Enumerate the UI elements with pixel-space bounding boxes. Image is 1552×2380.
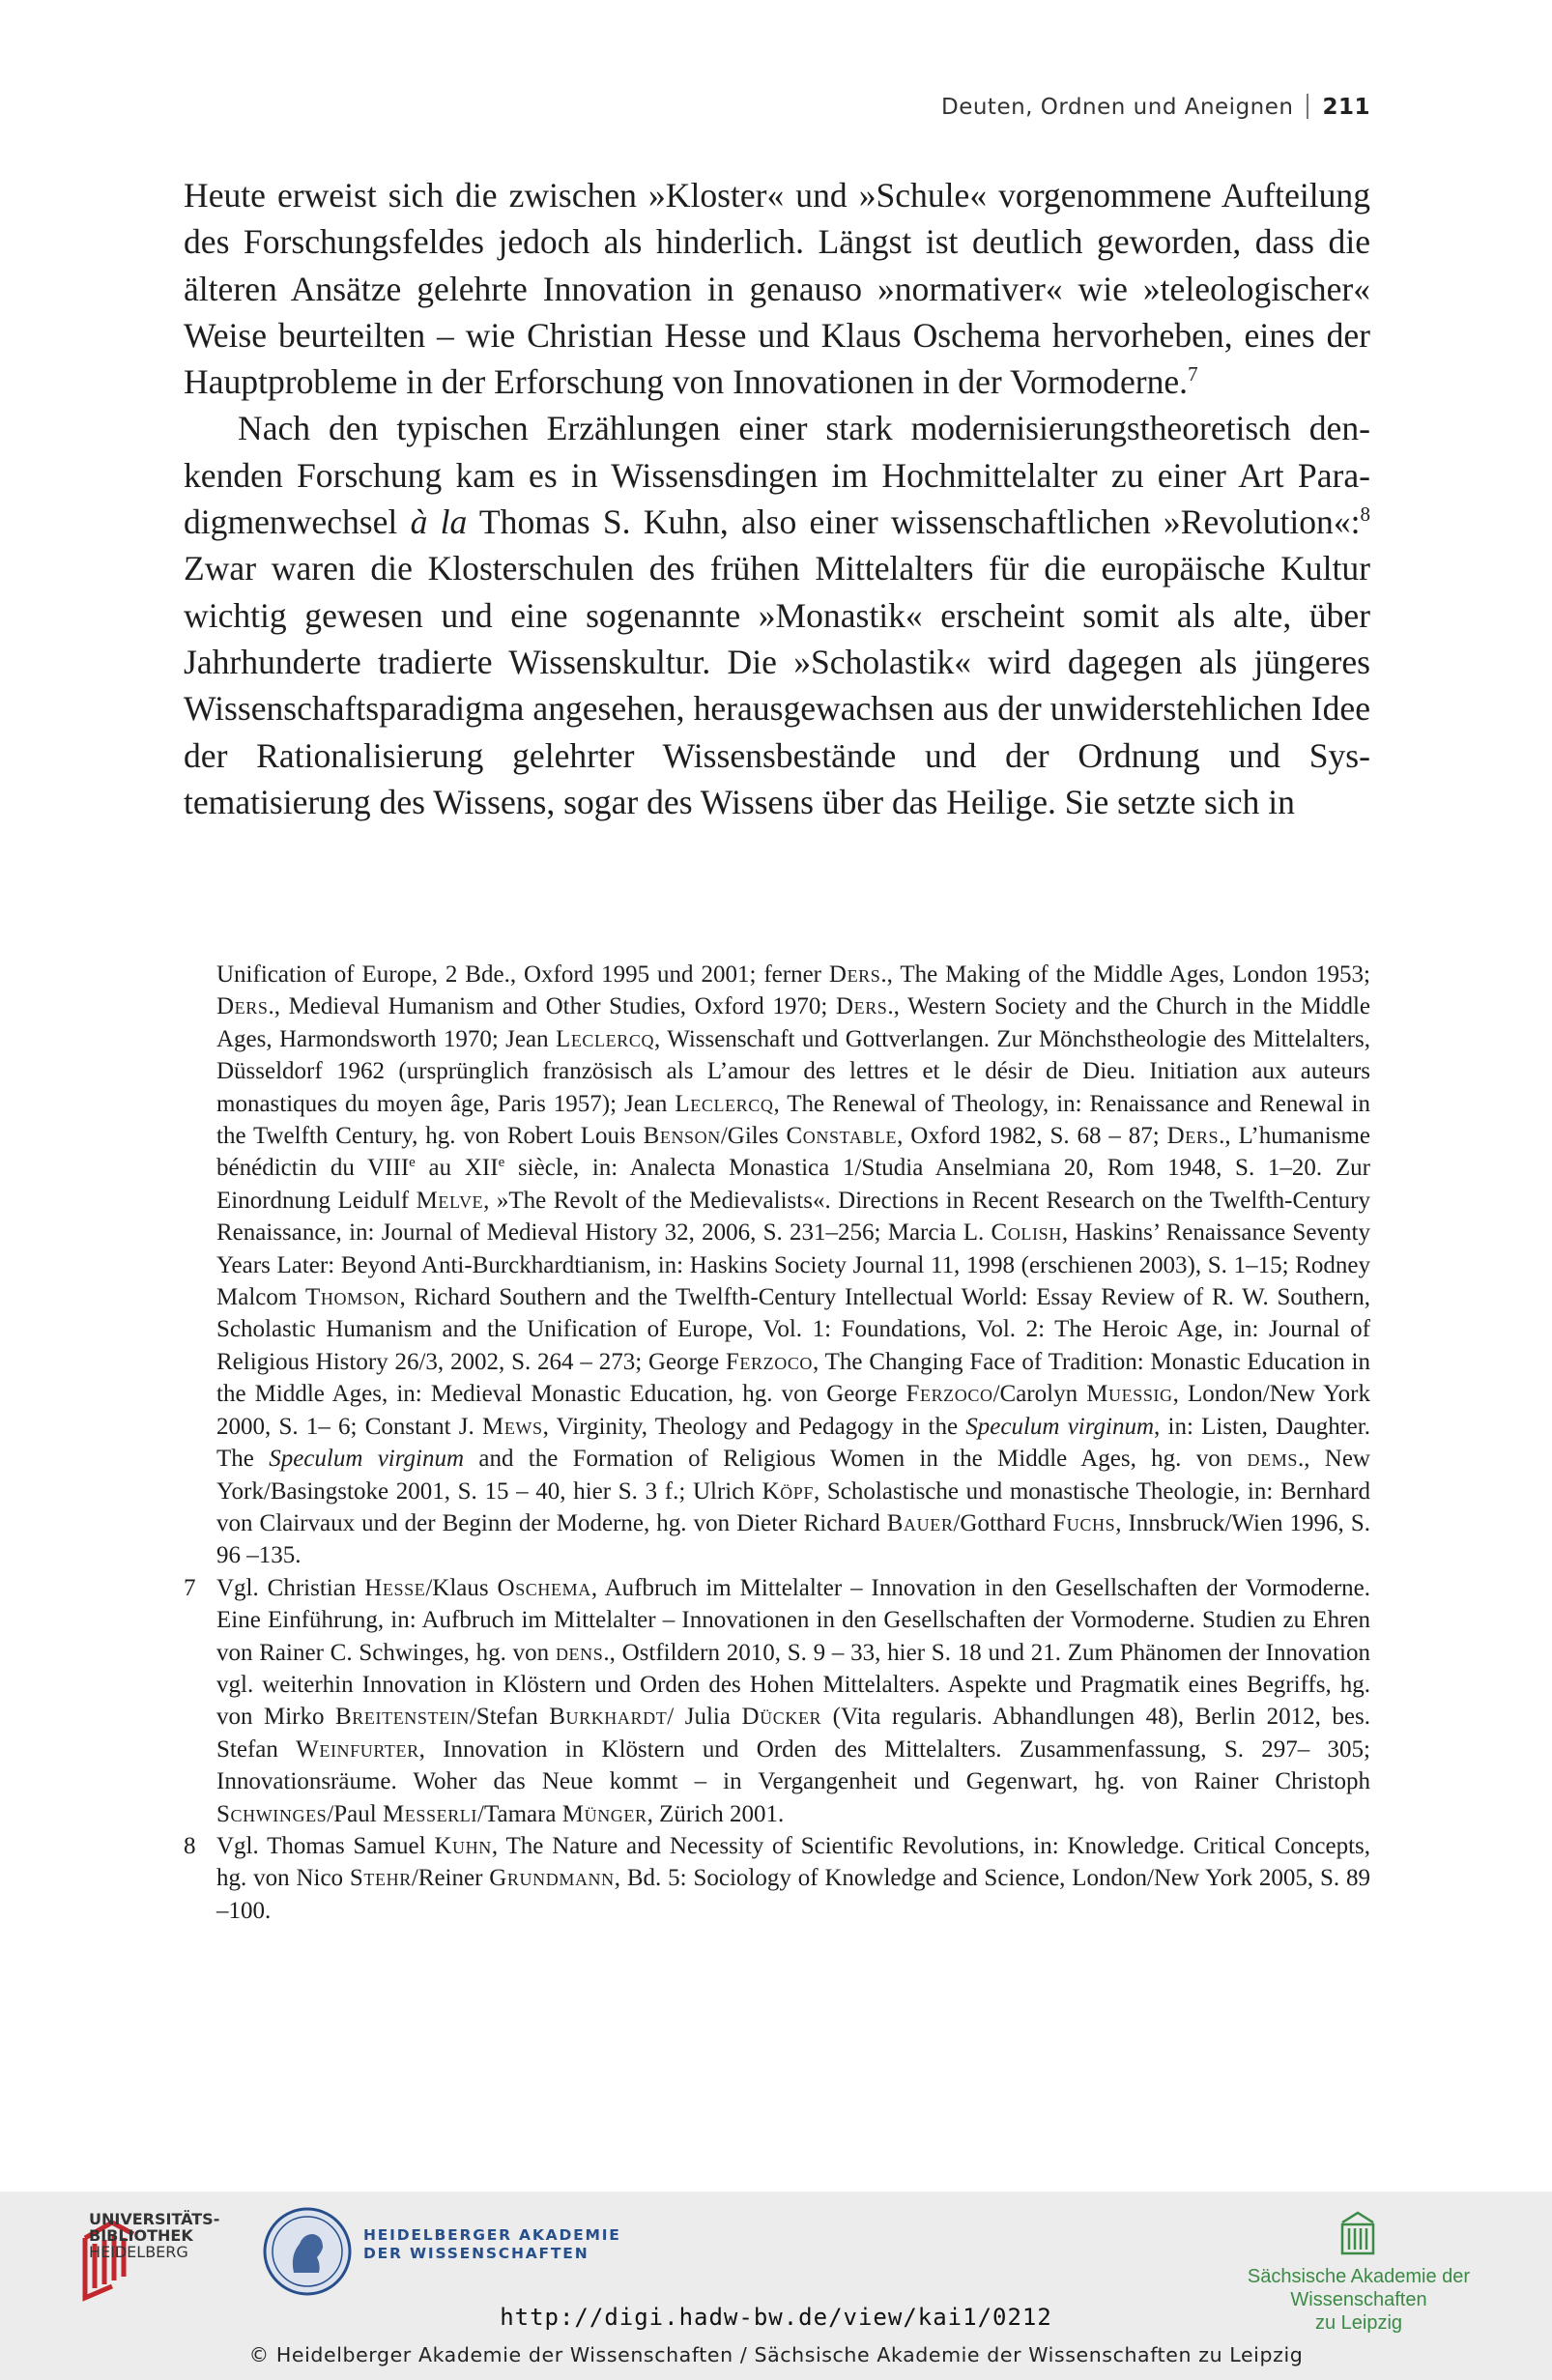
footnote-8-number: 8 — [184, 1832, 196, 1859]
saw-leipzig-emblem-icon — [1338, 2209, 1377, 2257]
running-title: Deuten, Ordnen und Aneignen — [940, 95, 1294, 120]
permalink-url[interactable]: http://digi.hadw-bw.de/view/kai1/0212 — [500, 2304, 1052, 2331]
paragraph-1-text: Heute erweist sich die zwischen »Kloster« und »Schule« vorgenommene Aufteilung des Forschungsfeldes jedoch als hinderlich. Längst ist deutlich geworden, dass die älteren Ansätze gelehrte Innovation in genauso »normativer« wie »teleologischer« Weise beurteilten – wie Christian Hesse und Klaus Oschema hervorheben, eines der Hauptprobleme in der Erforschung von Innovationen in der Vormoderne. — [184, 176, 1370, 402]
footnote-7: 7 Vgl. Christian Hesse/Klaus Oschema, Aufbruch im Mittelalter – Innovation in den Gesellschaften der Vormoderne. Eine Einführung, in: Aufbruch im Mittelalter – Innovationen in den Gesellschaften der Vormoderne. Studien zu Ehren von Rainer C. Schwinges, hg. von dens., Ostfildern 2010, S. 9 – 33, hier S. 18 und 21. Zum Phänomen der Innovation vgl. weiterhin Innovation in Klöstern und Orden des Hohen Mittelalters. Aspekte und Pragmatik eines Begriffs, hg. von Mirko Breitenstein/Stefan Burkhardt/ Julia Dücker (Vita regularis. Abhandlungen 48), Berlin 2012, bes. Stefan Weinfurter, Innovation in Klöstern und Orden des Mittelalters. Zusammenfassung, S. 297– 305; Innovationsräume. Woher das Neue kommt – in Vergangenheit und Gegenwart, hg. von Rainer Christoph Schwinges/Paul Messerli/Tamara Münger, Zürich 2001. — [184, 1572, 1370, 1830]
paragraph-2-text-b: Thomas S. Kuhn, also einer wissenschaftlichen »Revolution«: — [467, 502, 1361, 542]
header-separator — [1307, 94, 1308, 119]
running-head — [941, 94, 1370, 120]
paragraph-2-text-a: Nach den typischen Erzählungen einer stark modernisierungstheoretisch denkenden Forschung kam es in Wissensdingen im Hochmittelalter zu einer Art Paradigmenwechsel — [184, 409, 1370, 542]
main-text — [184, 172, 1370, 825]
hadw-seal-icon — [261, 2205, 354, 2298]
footnote-continued: Unification of Europe, 2 Bde., Oxford 1995 und 2001; ferner Ders., The Making of the Middle Ages, London 1953; Ders., Medieval Humanism and Other Studies, Oxford 1970; Ders., Western Society and the Church in the Middle Ages, Harmondsworth 1970; Jean Leclercq, Wissenschaft und Gottverlangen. Zur Mönchstheologie des Mittelalters, Düsseldorf 1962 (ursprünglich französisch als L’amour des lettres et le désir de Dieu. Initiation aux auteurs monastiques du moyen âge, Paris 1957); Jean Leclercq, The Renewal of Theology, in: Renaissance and Renewal in the Twelfth Century, hg. von Robert Louis Benson/Giles Constable, Oxford 1982, S. 68 – 87; Ders., L’humanisme bénédictin du VIIIe au XIIe siècle, in: Analecta Monastica 1/Studia Anselmiana 20, Rom 1948, S. 1–20. Zur Einordnung Leidulf Melve, »The Revolt of the Medievalists«. Directions in Recent Research on the Twelfth-Century Renaissance, in: Journal of Medieval History 32, 2006, S. 231–256; Marcia L. Colish, Haskins’ Renaissance Seventy Years Later: Beyond Anti-Burckhardtianism, in: Haskins Society Journal 11, 1998 (erschienen 2003), S. 1–15; Rodney Malcom Thomson, Richard Southern and the Twelfth-Century Intellectual World: Essay Review of R. W. Southern, Scholastic Humanism and the Unification of Europe, Vol. 1: Foundations, Vol. 2: The Heroic Age, in: Journal of Religious History 26/3, 2002, S. 264 – 273; George Ferzoco, The Changing Face of Tradition: Monastic Education in the Middle Ages, in: Medieval Monastic Education, hg. von George Ferzoco/Carolyn Muessig, London/New York 2000, S. 1– 6; Constant J. Mews, Virginity, Theology and Pedagogy in the Speculum virginum, in: Listen, Daughter. The Speculum virginum and the Formation of Religious Women in the Middle Ages, hg. von dems., New York/Basingstoke 2001, S. 15 – 40, hier S. 3 f.; Ulrich Köpf, Scholastische und monastische Theologie, in: Bernhard von Clairvaux und der Beginn der Moderne, hg. von Dieter Richard Bauer/Gotthard Fuchs, Innsbruck/Wien 1996, S. 96 –135. — [216, 961, 1371, 1569]
paragraph-2-italic: à la — [410, 502, 468, 542]
note-ref-8[interactable]: 8 — [1360, 502, 1371, 527]
footnote-7-number: 7 — [184, 1574, 196, 1601]
paragraph-2 — [184, 405, 1370, 825]
paragraph-1 — [184, 172, 1370, 405]
page-number: 211 — [1322, 95, 1370, 120]
footnote-8: 8 Vgl. Thomas Samuel Kuhn, The Nature and Necessity of Scientific Revolutions, in: Knowledge. Critical Concepts, hg. von Nico Stehr/Reiner Grundmann, Bd. 5: Sociology of Knowledge and Science, London/New York 2005, S. 89 –100. — [184, 1830, 1370, 1927]
ub-heidelberg-name: UNIVERSITÄTS- BIBLIOTHEK HEIDELBERG — [89, 2210, 220, 2261]
saw-leipzig-name: Sächsische Akademie der Wissenschaften zu Leipzig — [1247, 2266, 1471, 2334]
paragraph-2-text-c: Zwar waren die Klosterschulen des frühen Mittelalters für die europäische Kultur wichtig gewesen und eine sogenannte »Monastik« erscheint somit als alte, über Jahrhunderte tradierte Wissenskultur. Die »Scholastik« wird dagegen als jüngeres Wissenschaftsparadigma angesehen, herausgewachsen aus der unwiderstehlichen Idee der Rationalisierung gelehrter Wissensbestände und der Ordnung und Systematisierung des Wissens, sogar des Wissens über das Heilige. Sie setzte sich in — [184, 549, 1370, 821]
viewer-footer — [0, 2192, 1552, 2380]
hadw-name: HEIDELBERGER AKADEMIE DER WISSENSCHAFTEN — [363, 2226, 621, 2262]
footnotes — [184, 959, 1370, 1927]
copyright-line: © Heidelberger Akademie der Wissenschaften / Sächsische Akademie der Wissenschaften zu Leipzig — [248, 2343, 1304, 2366]
note-ref-7[interactable]: 7 — [1188, 362, 1198, 387]
